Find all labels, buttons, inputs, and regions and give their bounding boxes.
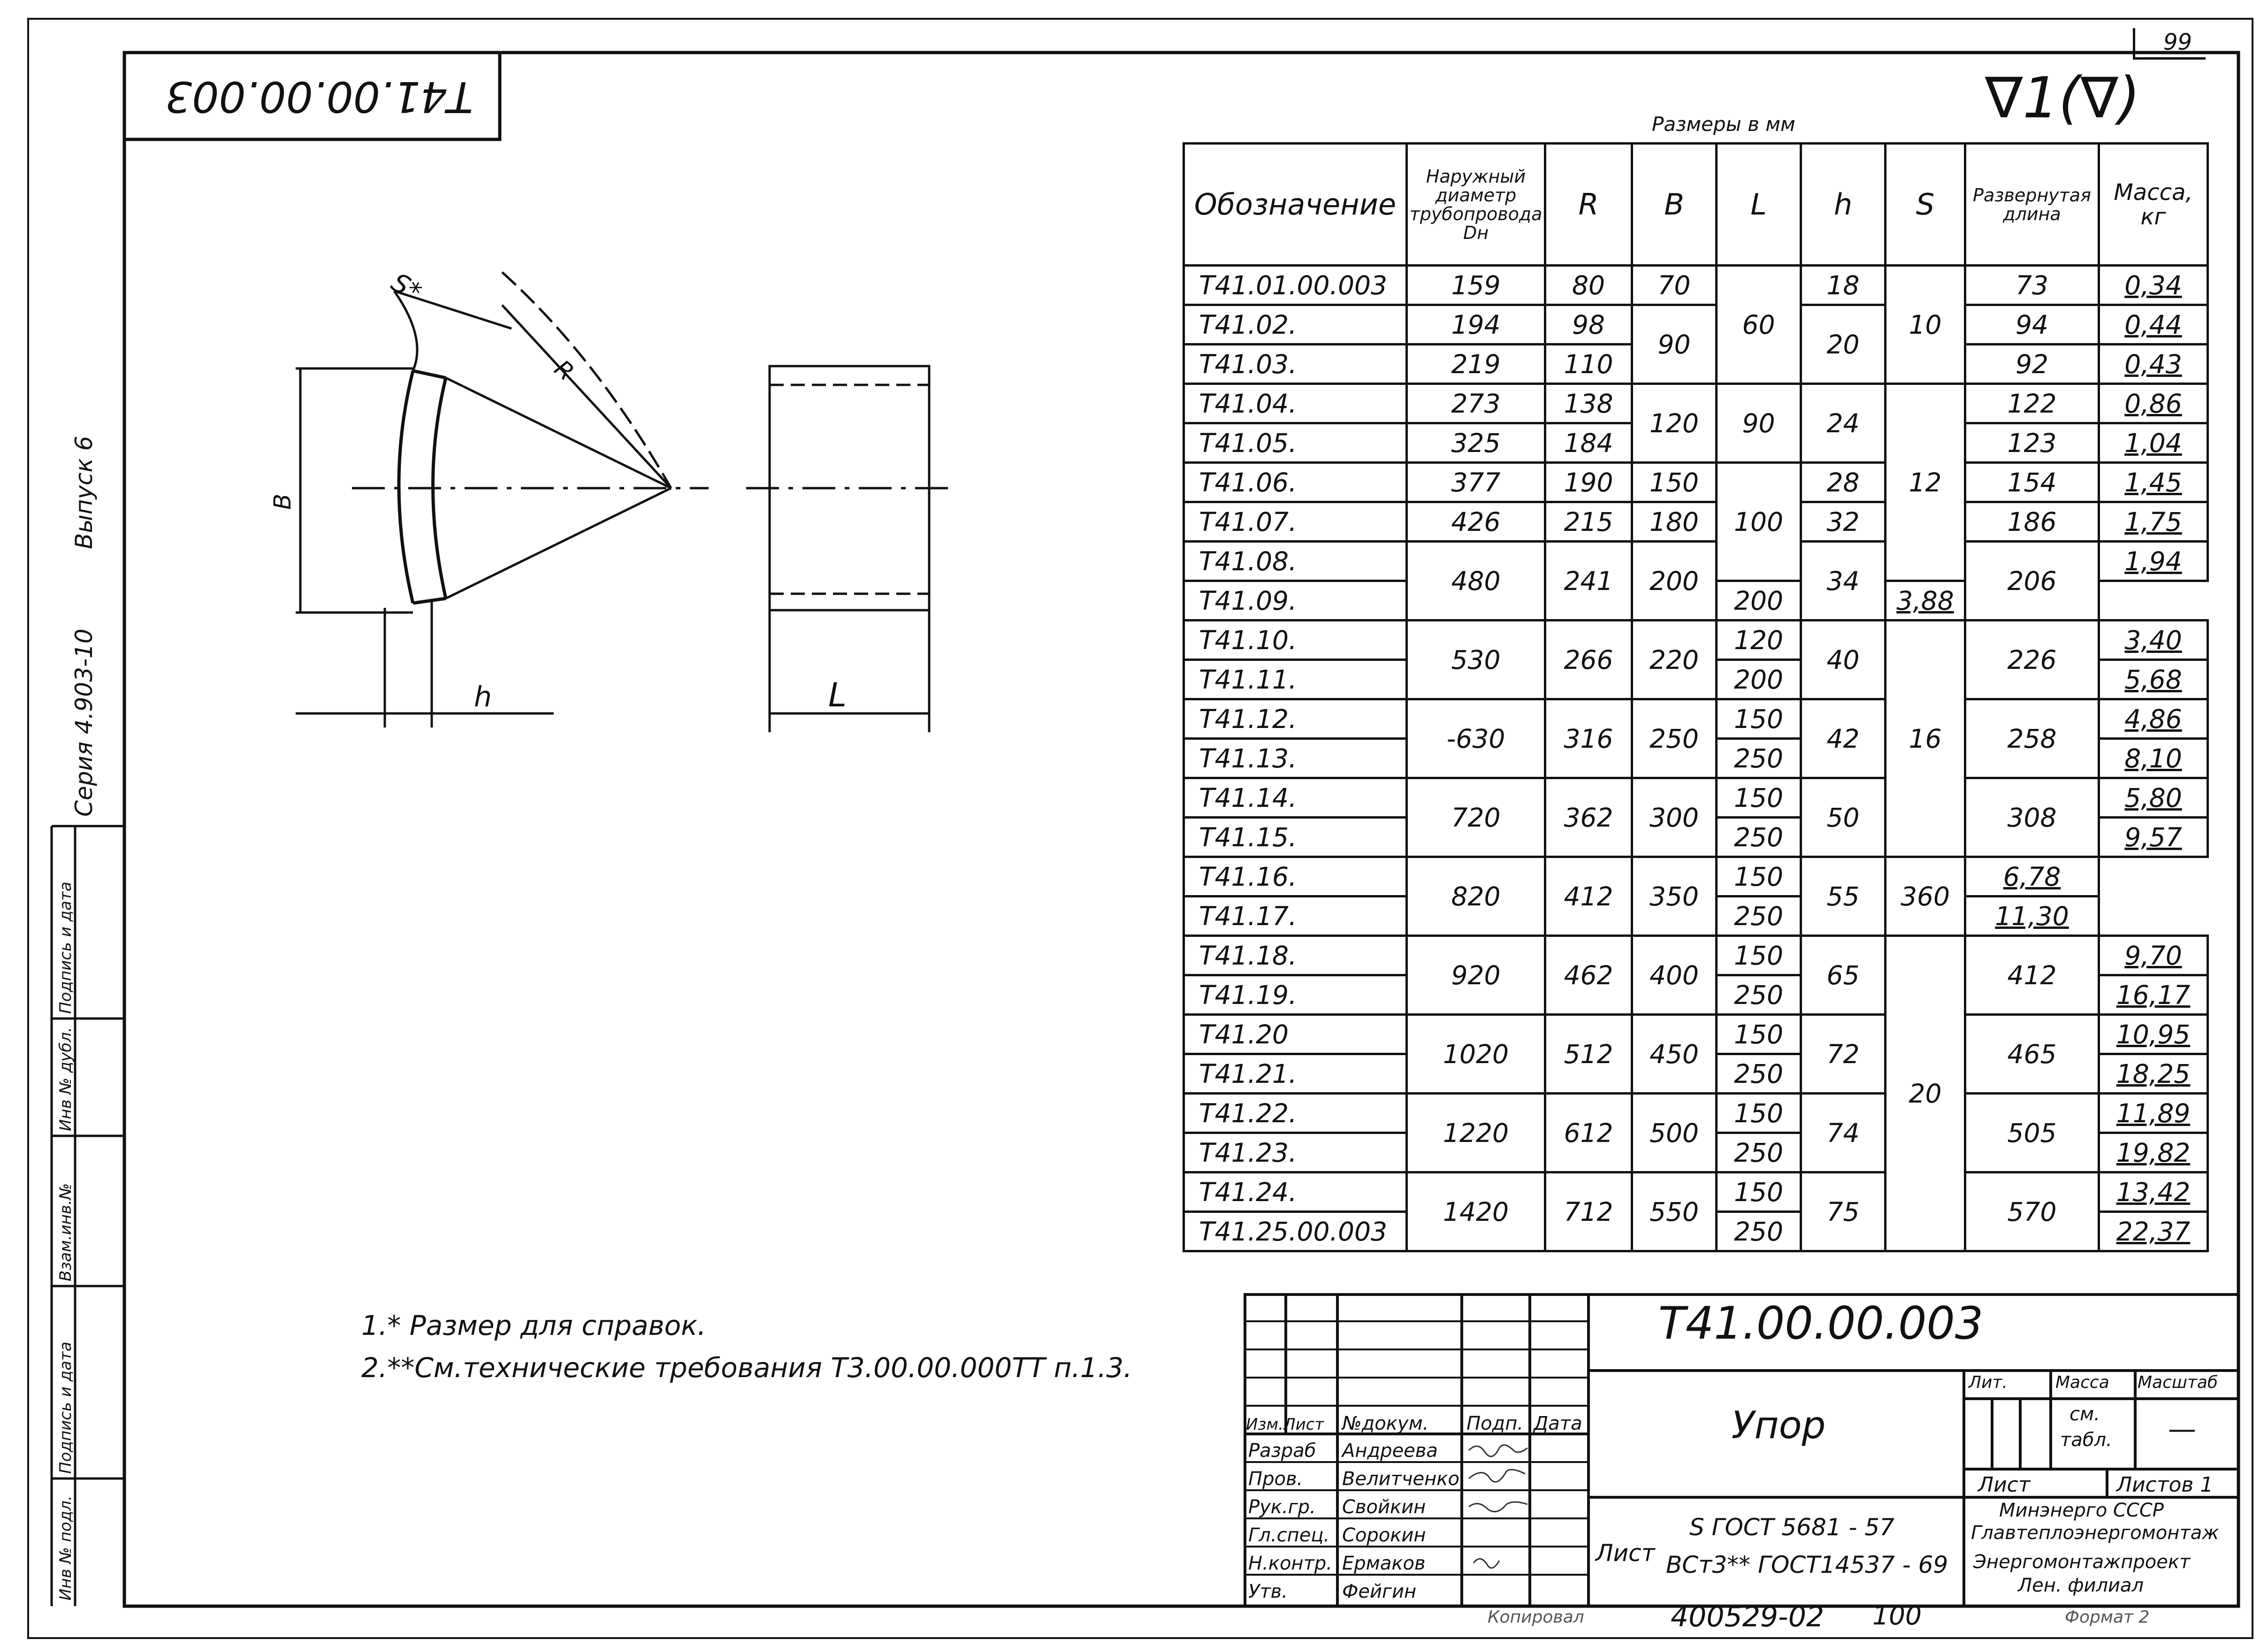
dn-cell: 159 <box>1407 266 1545 305</box>
material-line-1: S ГОСТ 5681 - 57 <box>1689 1514 1894 1541</box>
designation-cell: Т41.09. <box>1184 581 1407 620</box>
designation-cell: Т41.11. <box>1184 660 1407 699</box>
dn-cell: 273 <box>1407 384 1545 423</box>
designation-cell: Т41.15. <box>1184 818 1407 857</box>
org-line-4: Лен. филиал <box>2018 1575 2144 1596</box>
scale-label: Масштаб <box>2138 1373 2218 1392</box>
l-cell: 250 <box>1717 818 1801 857</box>
table-row <box>1184 1172 2208 1212</box>
dn-cell: 325 <box>1407 423 1545 463</box>
dev-cell: 412 <box>1965 936 2099 1015</box>
role-approved: Утв. <box>1248 1581 1288 1602</box>
mass-cell: 13,42 <box>2099 1172 2208 1212</box>
header-dn: Наружный диаметр трубопровода Dн <box>1407 144 1545 266</box>
b-cell: 220 <box>1632 620 1717 699</box>
mass-cell: 11,30 <box>1965 896 2099 936</box>
scale-value: — <box>2168 1413 2196 1446</box>
designation-cell: Т41.06. <box>1184 463 1407 502</box>
designation-cell: Т41.20 <box>1184 1015 1407 1054</box>
dn-cell: 1420 <box>1407 1172 1545 1251</box>
designation-cell: Т41.13. <box>1184 739 1407 778</box>
dev-cell: 92 <box>1965 345 2099 384</box>
designation-cell: Т41.22. <box>1184 1094 1407 1133</box>
table-row <box>1184 384 2208 423</box>
h-cell: 50 <box>1801 778 1886 857</box>
b-cell: 250 <box>1632 699 1717 778</box>
dev-cell: 258 <box>1965 699 2099 778</box>
series-label: Серия 4.903-10 <box>70 628 98 817</box>
designation-cell: Т41.03. <box>1184 345 1407 384</box>
r-cell: 241 <box>1545 542 1632 620</box>
designation-cell: Т41.04. <box>1184 384 1407 423</box>
l-cell: 200 <box>1717 660 1801 699</box>
designation-cell: Т41.21. <box>1184 1054 1407 1094</box>
b-cell: 450 <box>1632 1015 1717 1094</box>
footer-format: Формат 2 <box>2065 1608 2150 1627</box>
l-cell: 100 <box>1717 463 1801 581</box>
footer-page: 100 <box>1872 1601 1922 1631</box>
lit-label: Лит. <box>1969 1373 2008 1392</box>
l-cell: 250 <box>1717 975 1801 1015</box>
l-cell: 250 <box>1717 1054 1801 1094</box>
dev-cell: 226 <box>1965 620 2099 699</box>
r-cell: 190 <box>1545 463 1632 502</box>
h-cell: 32 <box>1801 502 1886 542</box>
b-cell: 550 <box>1632 1172 1717 1251</box>
b-cell: 70 <box>1632 266 1717 305</box>
h-cell: 34 <box>1801 542 1886 620</box>
table-header-row <box>1184 144 2208 266</box>
mass-cell: 3,88 <box>1886 581 1965 620</box>
dev-cell: 505 <box>1965 1094 2099 1172</box>
part-name: Упор <box>1731 1403 1826 1447</box>
dim-h-label: h <box>474 681 492 713</box>
designation-cell: Т41.10. <box>1184 620 1407 660</box>
r-cell: 98 <box>1545 305 1632 345</box>
strip-sign-date-2: Подпись и дата <box>56 1341 75 1474</box>
r-cell: 266 <box>1545 620 1632 699</box>
role-developer: Разраб <box>1248 1440 1316 1462</box>
rotated-drawing-code: Т41.00.00.003 <box>165 72 473 121</box>
table-row <box>1184 463 2208 502</box>
l-cell: 150 <box>1717 936 1801 975</box>
person-approved: Фейгин <box>1342 1581 1417 1602</box>
designation-cell: Т41.02. <box>1184 305 1407 345</box>
l-cell: 150 <box>1717 857 1801 896</box>
mass-value-1: см. <box>2069 1403 2100 1425</box>
h-cell: 28 <box>1801 463 1886 502</box>
mass-cell: 1,75 <box>2099 502 2208 542</box>
header-h: h <box>1801 144 1886 266</box>
dn-cell: 426 <box>1407 502 1545 542</box>
l-cell: 200 <box>1717 581 1801 620</box>
mass-label: Масса <box>2055 1373 2109 1392</box>
r-cell: 80 <box>1545 266 1632 305</box>
dn-cell: -630 <box>1407 699 1545 778</box>
l-cell: 150 <box>1717 1094 1801 1133</box>
col-date: Дата <box>1534 1413 1582 1434</box>
mass-cell: 0,44 <box>2099 305 2208 345</box>
designation-cell: Т41.14. <box>1184 778 1407 818</box>
part-drawing <box>258 263 962 732</box>
mass-value-2: табл. <box>2060 1429 2112 1451</box>
person-checker: Велитченко <box>1342 1468 1459 1490</box>
designation-cell: Т41.17. <box>1184 896 1407 936</box>
person-developer: Андреева <box>1342 1440 1438 1462</box>
r-cell: 512 <box>1545 1015 1632 1094</box>
mass-cell: 1,04 <box>2099 423 2208 463</box>
r-cell: 712 <box>1545 1172 1632 1251</box>
designation-cell: Т41.19. <box>1184 975 1407 1015</box>
b-cell: 400 <box>1632 936 1717 1015</box>
mass-cell: 10,95 <box>2099 1015 2208 1054</box>
note-1: 1.* Размер для справок. <box>361 1310 706 1341</box>
table-row <box>1184 1015 2208 1054</box>
role-norm-control: Н.контр. <box>1248 1553 1332 1574</box>
footer-copied: Копировал <box>1488 1608 1584 1627</box>
dev-cell: 465 <box>1965 1015 2099 1094</box>
dev-cell: 308 <box>1965 778 2099 857</box>
r-cell: 184 <box>1545 423 1632 463</box>
dev-cell: 570 <box>1965 1172 2099 1251</box>
r-cell: 362 <box>1545 778 1632 857</box>
designation-cell: Т41.25.00.003 <box>1184 1212 1407 1251</box>
material-line-2: ВСт3** ГОСТ14537 - 69 <box>1666 1551 1948 1578</box>
header-mass: Масса, кг <box>2099 144 2208 266</box>
l-cell: 60 <box>1717 266 1801 384</box>
table-row <box>1184 266 2208 305</box>
signatures <box>1464 1436 1535 1601</box>
r-cell: 612 <box>1545 1094 1632 1172</box>
sheet-number-box <box>2133 28 2206 60</box>
r-cell: 110 <box>1545 345 1632 384</box>
table-row <box>1184 620 2208 660</box>
person-chief-specialist: Сорокин <box>1342 1524 1426 1546</box>
designation-cell: Т41.08. <box>1184 542 1407 581</box>
dn-cell: 530 <box>1407 620 1545 699</box>
b-cell: 150 <box>1632 463 1717 502</box>
designation-cell: Т41.05. <box>1184 423 1407 463</box>
sheet-label: Лист <box>1978 1473 2031 1497</box>
table-row <box>1184 305 2208 345</box>
s-cell: 16 <box>1886 620 1965 857</box>
dev-cell: 122 <box>1965 384 2099 423</box>
l-cell: 250 <box>1717 739 1801 778</box>
dev-cell: 94 <box>1965 305 2099 345</box>
mass-cell: 11,89 <box>2099 1094 2208 1133</box>
dn-cell: 194 <box>1407 305 1545 345</box>
mass-cell: 22,37 <box>2099 1212 2208 1251</box>
h-cell: 20 <box>1801 305 1886 384</box>
mass-cell: 8,10 <box>2099 739 2208 778</box>
table-row <box>1184 857 2208 896</box>
table-row <box>1184 699 2208 739</box>
h-cell: 72 <box>1801 1015 1886 1094</box>
title-code: Т41.00.00.003 <box>1658 1298 1984 1349</box>
mass-cell: 0,43 <box>2099 345 2208 384</box>
mass-cell: 9,57 <box>2099 818 2208 857</box>
dev-cell: 123 <box>1965 423 2099 463</box>
r-cell: 316 <box>1545 699 1632 778</box>
dn-cell: 219 <box>1407 345 1545 384</box>
footer-inventory: 400529-02 <box>1671 1601 1825 1633</box>
designation-cell: Т41.01.00.003 <box>1184 266 1407 305</box>
dim-r-label: R <box>549 354 580 386</box>
dn-cell: 920 <box>1407 936 1545 1015</box>
dim-l-label: L <box>828 676 847 714</box>
header-s: S <box>1886 144 1965 266</box>
h-cell: 40 <box>1801 620 1886 699</box>
material-prefix: Лист <box>1596 1540 1655 1567</box>
header-designation: Обозначение <box>1184 144 1407 266</box>
col-list: Лист <box>1283 1415 1324 1434</box>
h-cell: 75 <box>1801 1172 1886 1251</box>
b-cell: 120 <box>1632 384 1717 463</box>
b-cell: 500 <box>1632 1094 1717 1172</box>
designation-cell: Т41.16. <box>1184 857 1407 896</box>
r-cell: 215 <box>1545 502 1632 542</box>
sheet-number: 99 <box>2163 29 2192 55</box>
strip-dup-inv: Инв № дубл. <box>56 1027 75 1131</box>
b-cell: 180 <box>1632 502 1717 542</box>
dn-cell: 377 <box>1407 463 1545 502</box>
mass-cell: 4,86 <box>2099 699 2208 739</box>
designation-cell: Т41.24. <box>1184 1172 1407 1212</box>
l-cell: 150 <box>1717 778 1801 818</box>
dev-cell: 73 <box>1965 266 2099 305</box>
h-cell: 74 <box>1801 1094 1886 1172</box>
mass-cell: 1,94 <box>2099 542 2208 581</box>
dev-cell: 154 <box>1965 463 2099 502</box>
dn-cell: 1020 <box>1407 1015 1545 1094</box>
mass-cell: 19,82 <box>2099 1133 2208 1172</box>
note-2: 2.**См.технические требования Т3.00.00.000ТТ п.1.3. <box>361 1352 1132 1384</box>
dimensions-table <box>1183 142 2209 1252</box>
l-cell: 250 <box>1717 896 1801 936</box>
dn-cell: 720 <box>1407 778 1545 857</box>
dn-cell: 820 <box>1407 857 1545 936</box>
l-cell: 150 <box>1717 1015 1801 1054</box>
strip-replace-inv: Взам.инв.№ <box>56 1183 75 1281</box>
b-cell: 350 <box>1632 857 1717 936</box>
org-line-2: Главтеплоэнергомонтаж <box>1971 1522 2219 1544</box>
col-sign: Подп. <box>1466 1413 1524 1434</box>
h-cell: 65 <box>1801 936 1886 1015</box>
strip-sign-date-1: Подпись и дата <box>56 881 75 1014</box>
roughness-symbol: ∇1(∇) <box>1985 66 2140 131</box>
mass-cell: 1,45 <box>2099 463 2208 502</box>
header-developed-length: Развернутая длина <box>1965 144 2099 266</box>
table-row <box>1184 936 2208 975</box>
header-l: L <box>1717 144 1801 266</box>
table-row <box>1184 1094 2208 1133</box>
b-cell: 90 <box>1632 305 1717 384</box>
r-cell: 462 <box>1545 936 1632 1015</box>
designation-cell: Т41.07. <box>1184 502 1407 542</box>
s-cell: 12 <box>1886 384 1965 581</box>
table-row <box>1184 778 2208 818</box>
r-cell: 138 <box>1545 384 1632 423</box>
mass-cell: 5,68 <box>2099 660 2208 699</box>
issue-label: Выпуск 6 <box>70 436 98 549</box>
sheets-label: Листов 1 <box>2116 1473 2214 1497</box>
role-chief-specialist: Гл.спец. <box>1248 1524 1330 1546</box>
l-cell: 250 <box>1717 1133 1801 1172</box>
dim-s-label: S* <box>386 267 427 308</box>
designation-cell: Т41.18. <box>1184 936 1407 975</box>
dim-b-label: B <box>269 493 297 510</box>
role-group-lead: Рук.гр. <box>1248 1496 1316 1518</box>
mass-cell: 16,17 <box>2099 975 2208 1015</box>
table-row <box>1184 502 2208 542</box>
designation-cell: Т41.12. <box>1184 699 1407 739</box>
r-cell: 412 <box>1545 857 1632 936</box>
col-doc: №докум. <box>1342 1413 1429 1434</box>
s-cell: 20 <box>1886 936 1965 1251</box>
h-cell: 24 <box>1801 384 1886 463</box>
role-checker: Пров. <box>1248 1468 1303 1490</box>
table-caption: Размеры в мм <box>1652 113 1795 136</box>
l-cell: 150 <box>1717 1172 1801 1212</box>
header-r: R <box>1545 144 1632 266</box>
b-cell: 200 <box>1632 542 1717 620</box>
dn-cell: 1220 <box>1407 1094 1545 1172</box>
h-cell: 42 <box>1801 699 1886 778</box>
s-cell: 10 <box>1886 266 1965 384</box>
designation-cell: Т41.23. <box>1184 1133 1407 1172</box>
person-norm-control: Ермаков <box>1342 1553 1426 1574</box>
mass-cell: 3,40 <box>2099 620 2208 660</box>
header-b: B <box>1632 144 1717 266</box>
person-group-lead: Свойкин <box>1342 1496 1426 1518</box>
mass-cell: 9,70 <box>2099 936 2208 975</box>
col-izm: Изм. <box>1246 1415 1283 1434</box>
org-line-3: Энергомонтажпроект <box>1973 1551 2191 1573</box>
dev-cell: 360 <box>1886 857 1965 936</box>
h-cell: 55 <box>1801 857 1886 936</box>
l-cell: 150 <box>1717 699 1801 739</box>
mass-cell: 5,80 <box>2099 778 2208 818</box>
dn-cell: 480 <box>1407 542 1545 620</box>
mass-cell: 0,86 <box>2099 384 2208 423</box>
table-row <box>1184 542 2208 581</box>
b-cell: 300 <box>1632 778 1717 857</box>
h-cell: 18 <box>1801 266 1886 305</box>
strip-orig-inv: Инв № подл. <box>56 1495 75 1601</box>
l-cell: 90 <box>1717 384 1801 463</box>
dev-cell: 186 <box>1965 502 2099 542</box>
dev-cell: 206 <box>1965 542 2099 620</box>
l-cell: 120 <box>1717 620 1801 660</box>
mass-cell: 18,25 <box>2099 1054 2208 1094</box>
mass-cell: 0,34 <box>2099 266 2208 305</box>
org-line-1: Минэнерго СССР <box>1999 1500 2164 1521</box>
mass-cell: 6,78 <box>1965 857 2099 896</box>
l-cell: 250 <box>1717 1212 1801 1251</box>
